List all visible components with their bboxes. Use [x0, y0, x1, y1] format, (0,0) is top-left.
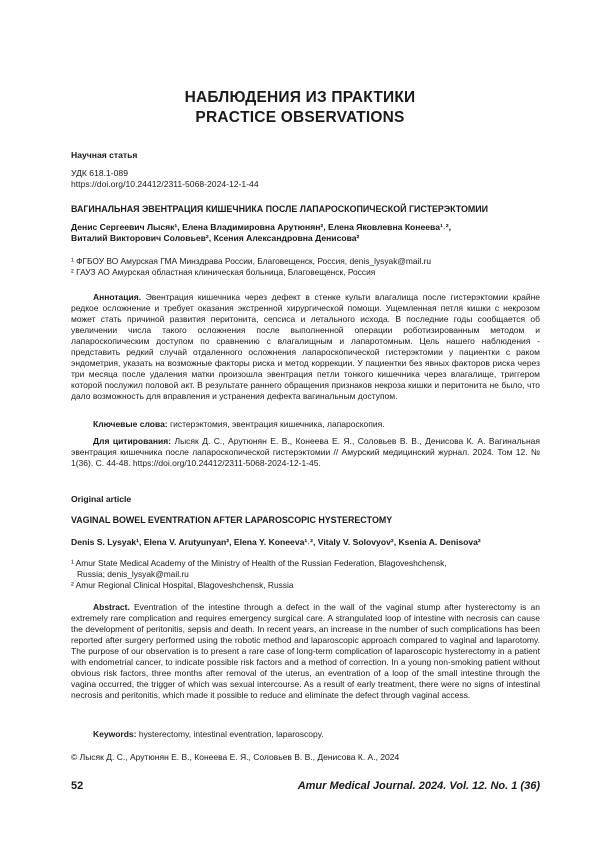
- affiliation-en-2: ² Amur Regional Clinical Hospital, Blagoveshchensk, Russia: [71, 580, 294, 590]
- copyright: © Лысяк Д. С., Арутюнян Е. В., Конеева Е. Я., Соловьев В. В., Денисова К. А., 2024: [71, 752, 400, 762]
- article-type-en: Original article: [71, 494, 132, 504]
- affiliation-ru-2: ² ГАУЗ АО Амурская областная клиническая больница, Благовещенск, Россия: [71, 267, 376, 277]
- page-number: 52: [71, 780, 84, 792]
- journal-name: Amur Medical Journal. 2024. Vol. 12. No. 1 (36): [297, 780, 540, 792]
- page-footer: [71, 780, 540, 792]
- section-heading: [0, 88, 600, 128]
- affiliations-en: [71, 558, 540, 591]
- keywords-ru: [71, 419, 540, 430]
- section-heading-ru: НАБЛЮДЕНИЯ ИЗ ПРАКТИКИ: [184, 89, 416, 106]
- keywords-ru-text: гистерэктомия, эвентрация кишечника, лапароскопия.: [167, 419, 385, 429]
- article-title-en: VAGINAL BOWEL EVENTRATION AFTER LAPAROSCOPIC HYSTERECTOMY: [71, 515, 393, 525]
- abstract-ru-label: Аннотация.: [93, 292, 142, 302]
- affiliation-en-1-line1: ¹ Amur State Medical Academy of the Ministry of Health of the Russian Federation, Blagoveshchensk,: [71, 558, 447, 568]
- citation-ru: [71, 436, 540, 469]
- abstract-en-label: Abstract.: [93, 602, 130, 612]
- citation-ru-label: Для цитирования:: [93, 436, 172, 446]
- article-type-ru: Научная статья: [71, 150, 138, 160]
- abstract-en-text: Eventration of the intestine through a defect in the wall of the vaginal stump after hysterectomy is an extremely rare complication and requires emergency surgical care. A strangulated loop of intestine with necrosis can cause the development of peritonitis, sepsis and death. In recent years, an increase in the number of such complications has been reported after surgery performed using the robotic method and laparoscopic approach compared to vaginal and laparotomy. The purpose of our observation is to present a rare case of long-term complication of laparoscopic hysterectomy in a patient with endometrial cancer, to indicate possible risk factors and a method of correction. In a young non-smoking patient without obvious risk factors, three months after removal of the uterus, an eventration of a loop of the small intestine through the vagina occurred, the trigger of which was sexual intercourse. As a result of early treatment, there were no signs of intestinal necrosis and peritonitis, which made it possible to reduce and eliminate the defect through vaginal access.: [71, 602, 540, 700]
- udk-doi: [71, 168, 540, 190]
- authors-ru: [71, 222, 540, 244]
- udk: УДК 618.1-089: [71, 168, 128, 178]
- affiliation-en-1-line2: Russia; denis_lysyak@mail.ru: [77, 569, 189, 579]
- keywords-en-label: Keywords:: [93, 729, 137, 739]
- keywords-en: [71, 729, 540, 740]
- affiliation-ru-1: ¹ ФГБОУ ВО Амурская ГМА Минздрава России, Благовещенск, Россия, denis_lysyak@mail.ru: [71, 256, 432, 266]
- keywords-ru-label: Ключевые слова:: [93, 419, 168, 429]
- keywords-en-text: hysterectomy, intestinal eventration, laparoscopy.: [136, 729, 324, 739]
- abstract-ru-text: Эвентрация кишечника через дефект в стенке культи влагалища после гистерэктомии крайне редкое осложнение и требует оказания экстренной хирургической помощи. Ущемленная петля кишки с некрозом может стать причиной развития перитонита, сепсиса и летального исхода. В последние годы сообщается об увеличении числа такого осложнения после выполненной операции роботизированным методом и лапароскопическим доступом по сравнению с влагалищным и лапаротомным. Цель нашего наблюдения - представить редкий случай отдаленного осложнения лапароскопической гистерэктомии у пациентки с раком эндометрия, указать на возможные факторы риска и метод коррекции. У пациентки без явных факторов риска через три месяца после удаления матки произошла эвентрация петли тонкого кишечника через влагалище, триггером которой послужил половой акт. В результате раннего обращения признаков некроза кишки и перитонита не было, что дало возможность для вправления и устранения дефекта вагинальным доступом.: [71, 292, 540, 401]
- doi-link[interactable]: https://doi.org/10.24412/2311-5068-2024-12-1-44: [71, 179, 259, 189]
- abstract-ru: [71, 292, 540, 402]
- abstract-en: [71, 602, 540, 701]
- citation-ru-text: Лысяк Д. С., Арутюнян Е. В., Конеева Е. Я., Соловьев В. В., Денисова К. А. Вагинальная эвентрация кишечника после лапароскопической гистерэктомии // Амурский медицинский журнал. 2024. Том 12. № 1(36). С. 44-48. https://doi.org/10.24412/2311-5068-2024-12-1-45.: [71, 436, 540, 468]
- authors-ru-line2: Виталий Викторович Соловьев², Ксения Александровна Денисова²: [71, 233, 360, 243]
- authors-ru-line1: Денис Сергеевич Лысяк¹, Елена Владимировна Арутюнян², Елена Яковлевна Конеева¹˒²,: [71, 222, 451, 232]
- section-heading-en: PRACTICE OBSERVATIONS: [195, 109, 405, 126]
- article-title-ru: ВАГИНАЛЬНАЯ ЭВЕНТРАЦИЯ КИШЕЧНИКА ПОСЛЕ ЛАПАРОСКОПИЧЕСКОЙ ГИСТЕРЭКТОМИИ: [71, 204, 489, 214]
- authors-en: Denis S. Lysyak¹, Elena V. Arutyunyan², Elena Y. Koneeva¹˒², Vitaly V. Solovyov², Ksenia A. Denisova²: [71, 537, 481, 547]
- affiliations-ru: [71, 256, 540, 278]
